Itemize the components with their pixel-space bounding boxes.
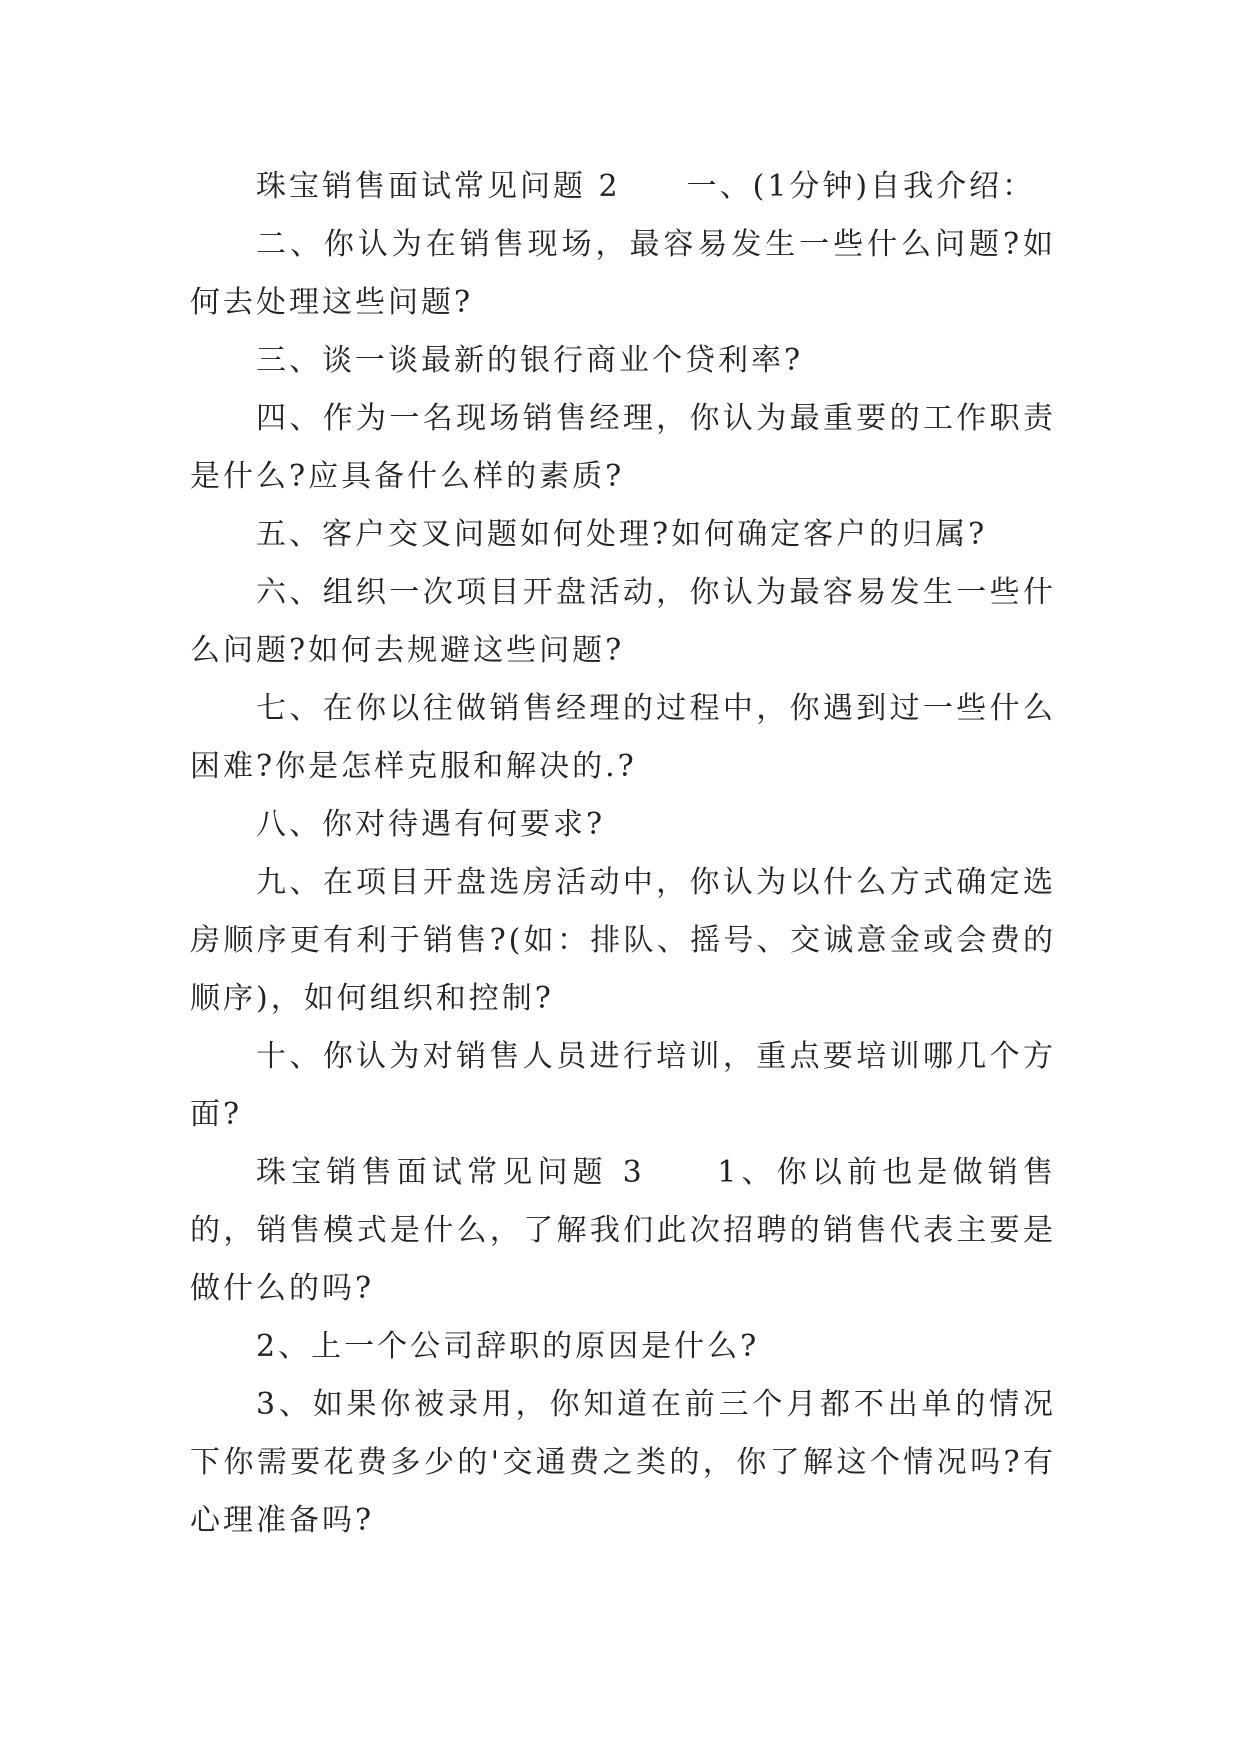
question-2-paragraph: 二、你认为在销售现场，最容易发生一些什么问题?如何去处理这些问题? [190, 227, 1056, 320]
question-5-paragraph: 五、客户交叉问题如何处理?如何确定客户的归属? [256, 517, 988, 552]
document-body [190, 158, 1056, 1550]
question-6-paragraph: 六、组织一次项目开盘活动，你认为最容易发生一些什么问题?如何去规避这些问题? [190, 575, 1056, 668]
question-9-paragraph: 九、在项目开盘选房活动中，你认为以什么方式确定选房顺序更有利于销售?(如：排队、摇号、交诚意金或会费的顺序)，如何组织和控制? [190, 865, 1056, 1016]
question-10-paragraph: 十、你认为对销售人员进行培训，重点要培训哪几个方面? [190, 1039, 1056, 1132]
section-3-heading-paragraph: 珠宝销售面试常见问题 3 1、你以前也是做销售的，销售模式是什么，了解我们此次招聘的销售代表主要是做什么的吗? [190, 1155, 1056, 1306]
section-3-question-2-paragraph: 2、上一个公司辞职的原因是什么? [256, 1329, 760, 1364]
question-3-paragraph: 三、谈一谈最新的银行商业个贷利率? [256, 343, 804, 378]
question-4-paragraph: 四、作为一名现场销售经理，你认为最重要的工作职责是什么?应具备什么样的素质? [190, 401, 1056, 494]
section-2-heading-paragraph: 珠宝销售面试常见问题 2 一、(1分钟)自我介绍： [256, 169, 1036, 204]
question-8-paragraph: 八、你对待遇有何要求? [256, 807, 606, 842]
question-7-paragraph: 七、在你以往做销售经理的过程中，你遇到过一些什么困难?你是怎样克服和解决的.? [190, 691, 1056, 784]
section-3-question-3-paragraph: 3、如果你被录用，你知道在前三个月都不出单的情况下你需要花费多少的'交通费之类的，你了解这个情况吗?有心理准备吗? [190, 1387, 1056, 1538]
